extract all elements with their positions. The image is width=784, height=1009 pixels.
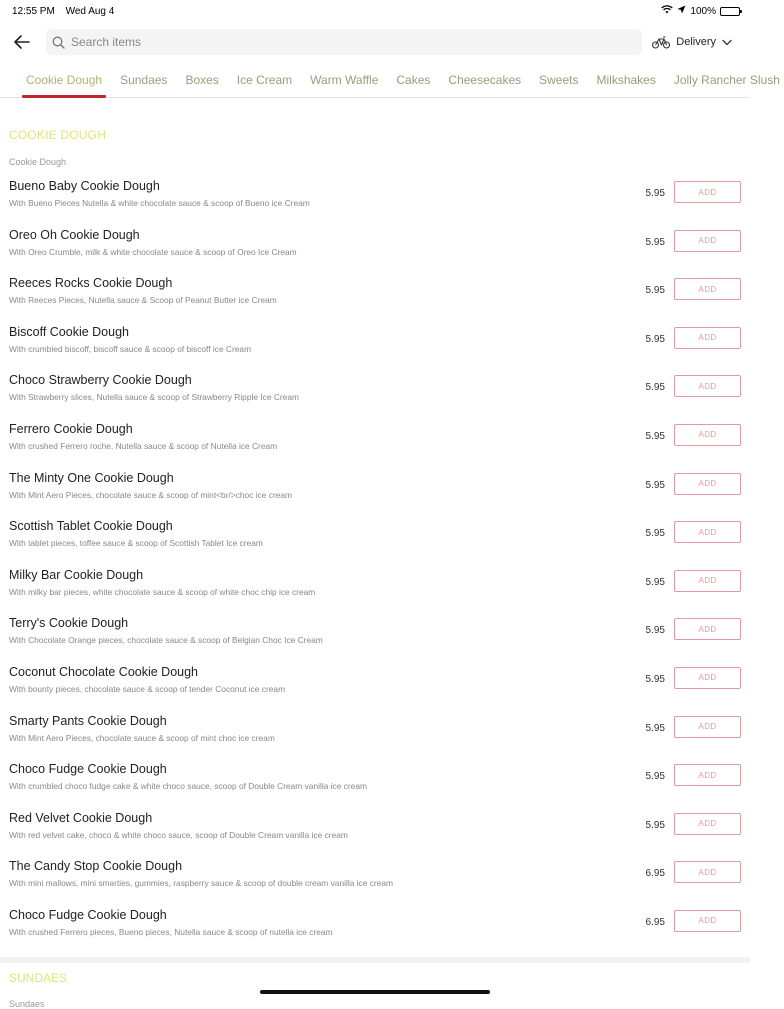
item-name: Reeces Rocks Cookie Dough <box>9 276 173 291</box>
menu-item[interactable] <box>9 471 741 520</box>
item-price: 5.95 <box>645 188 665 199</box>
menu-item[interactable] <box>9 373 741 422</box>
add-button[interactable]: ADD <box>674 716 741 738</box>
menu-item[interactable] <box>9 568 741 617</box>
wifi-icon <box>661 5 673 17</box>
add-button[interactable]: ADD <box>674 327 741 349</box>
item-price: 5.95 <box>645 722 665 734</box>
menu-item[interactable] <box>9 179 741 228</box>
tab-cakes[interactable]: Cakes <box>396 72 431 87</box>
item-price: 6.95 <box>645 868 665 880</box>
tab-jolly-rancher-slush[interactable]: Jolly Rancher Slush <box>673 72 780 87</box>
status-time: 12:55 PM <box>12 5 55 17</box>
add-button[interactable]: ADD <box>674 181 741 203</box>
item-description: With Mint Aero Pieces, chocolate sauce & scoop of mint choc ice cream <box>9 732 275 743</box>
item-name: The Minty One Cookie Dough <box>9 470 174 485</box>
add-button[interactable]: ADD <box>674 375 741 397</box>
add-button[interactable]: ADD <box>674 910 741 932</box>
chevron-down-icon <box>722 39 732 46</box>
item-price: 5.95 <box>645 382 665 394</box>
status-bar <box>0 0 750 22</box>
item-name: Biscoff Cookie Dough <box>9 324 129 339</box>
menu-item[interactable] <box>9 665 741 714</box>
item-description: With Strawberry slices, Nutella sauce & scoop of Strawberry Ripple Ice Cream <box>9 392 299 403</box>
tab-boxes[interactable]: Boxes <box>185 72 219 87</box>
item-name: Smarty Pants Cookie Dough <box>9 713 167 728</box>
item-description: With mini mallows, mini smarties, gummies, raspberry sauce & scoop of double cream vanilla ice cream <box>9 878 393 889</box>
item-name: Ferrero Cookie Dough <box>9 421 133 436</box>
tab-sweets[interactable]: Sweets <box>539 72 579 87</box>
item-price: 5.95 <box>645 673 665 685</box>
add-button[interactable]: ADD <box>674 861 741 883</box>
item-price: 5.95 <box>645 430 665 442</box>
add-button[interactable]: ADD <box>674 278 741 300</box>
item-description: With Mint Aero Pieces, chocolate sauce & scoop of mint<br/>choc ice cream <box>9 489 293 500</box>
add-button[interactable]: ADD <box>674 570 741 592</box>
item-description: With bounty pieces, chocolate sauce & scoop of tender Coconut ice cream <box>9 683 286 694</box>
item-name: Choco Strawberry Cookie Dough <box>9 373 192 388</box>
item-description: With Bueno Pieces Nutella & white chocolate sauce & scoop of Bueno ice Cream <box>9 198 310 208</box>
status-right <box>661 5 740 17</box>
menu-item[interactable] <box>9 762 741 811</box>
delivery-selector[interactable] <box>652 36 740 49</box>
item-description: With crumbled choco fudge cake & white choco sauce, scoop of Double Cream vanilla ice cream <box>9 781 367 792</box>
item-price: 5.95 <box>645 528 665 540</box>
delivery-label: Delivery <box>676 36 716 48</box>
item-price: 5.95 <box>645 285 665 297</box>
item-price: 5.95 <box>645 236 665 248</box>
section-subtitle: Cookie Dough <box>9 157 67 167</box>
add-button[interactable]: ADD <box>674 618 741 640</box>
home-indicator <box>260 990 490 994</box>
status-left <box>12 6 122 17</box>
menu-item[interactable] <box>9 908 741 957</box>
tab-cheesecakes[interactable]: Cheesecakes <box>448 72 522 87</box>
search-icon <box>52 36 65 49</box>
arrow-left-icon <box>14 35 30 49</box>
section2-subtitle: Sundaes <box>9 998 45 1009</box>
item-description: With crushed Ferrero pieces, Bueno pieces, Nutella sauce & scoop of nutella ice cream <box>9 926 333 937</box>
add-button[interactable]: ADD <box>674 764 741 786</box>
tab-cookie-dough[interactable]: Cookie Dough <box>22 62 106 97</box>
add-button[interactable]: ADD <box>674 813 741 835</box>
item-name: Oreo Oh Cookie Dough <box>9 227 140 242</box>
menu-item[interactable] <box>9 811 741 860</box>
item-price: 5.95 <box>645 771 665 783</box>
item-name: The Candy Stop Cookie Dough <box>9 859 183 874</box>
item-name: Choco Fudge Cookie Dough <box>9 907 167 922</box>
item-description: With crumbled biscoff, biscoff sauce & scoop of biscoff ice Cream <box>9 343 252 354</box>
location-icon <box>677 5 686 17</box>
category-tabs <box>0 62 780 98</box>
item-description: With milky bar pieces, white chocolate sauce & scoop of white choc chip ice cream <box>9 586 316 597</box>
tab-milkshakes[interactable]: Milkshakes <box>596 72 656 87</box>
item-name: Coconut Chocolate Cookie Dough <box>9 664 199 679</box>
item-list <box>9 179 741 957</box>
item-description: With red velvet cake, choco & white choco sauce, scoop of Double Cream vanilla ice cream <box>9 829 348 840</box>
section-divider <box>0 957 750 963</box>
item-name: Bueno Baby Cookie Dough <box>9 179 160 193</box>
tab-sundaes[interactable]: Sundaes <box>120 72 168 87</box>
section2-title: SUNDAES <box>9 970 68 985</box>
add-button[interactable]: ADD <box>674 667 741 689</box>
add-button[interactable]: ADD <box>674 521 741 543</box>
item-price: 5.95 <box>645 576 665 588</box>
menu-item[interactable] <box>9 276 741 325</box>
item-description: With Reeces Pieces, Nutella sauce & Scoop of Peanut Butter ice Cream <box>9 295 277 306</box>
item-price: 5.95 <box>645 819 665 831</box>
battery-icon <box>720 7 740 16</box>
back-button[interactable] <box>10 30 34 54</box>
tab-ice-cream[interactable]: Ice Cream <box>236 72 293 87</box>
item-price: 5.95 <box>645 333 665 345</box>
add-button[interactable]: ADD <box>674 230 741 252</box>
item-description: With Oreo Crumble, milk & white chocolate sauce & scoop of Oreo Ice Cream <box>9 246 297 257</box>
menu-item[interactable] <box>9 228 741 277</box>
item-description: With crushed Ferrero roche, Nutella sauce & scoop of Nutella ice Cream <box>9 440 278 451</box>
menu-item[interactable] <box>9 422 741 471</box>
battery-percent: 100% <box>690 5 716 17</box>
item-name: Scottish Tablet Cookie Dough <box>9 519 173 534</box>
menu-item[interactable] <box>9 859 741 908</box>
item-name: Terry's Cookie Dough <box>9 616 129 631</box>
item-name: Milky Bar Cookie Dough <box>9 567 144 582</box>
menu-content <box>0 128 750 1009</box>
item-price: 6.95 <box>645 916 665 928</box>
item-name: Red Velvet Cookie Dough <box>9 810 153 825</box>
add-button[interactable]: ADD <box>674 424 741 446</box>
menu-item[interactable] <box>9 714 741 763</box>
item-name: Choco Fudge Cookie Dough <box>9 762 167 777</box>
menu-item[interactable] <box>9 519 741 568</box>
bike-icon <box>652 36 670 49</box>
item-description: With Chocolate Orange pieces, chocolate sauce & scoop of Belgian Choc Ice Cream <box>9 635 323 646</box>
add-button[interactable]: ADD <box>674 473 741 495</box>
search-input[interactable] <box>71 35 636 49</box>
section-title: COOKIE DOUGH <box>9 128 107 142</box>
menu-item[interactable] <box>9 325 741 374</box>
status-date: Wed Aug 4 <box>65 5 115 17</box>
item-price: 5.95 <box>645 625 665 637</box>
item-description: With tablet pieces, toffee sauce & scoop of Scottish Tablet Ice cream <box>9 538 263 549</box>
tab-warm-waffle[interactable]: Warm Waffle <box>310 72 379 87</box>
menu-item[interactable] <box>9 616 741 665</box>
top-bar <box>0 22 750 62</box>
item-price: 5.95 <box>645 479 665 491</box>
search-box[interactable] <box>46 29 642 55</box>
